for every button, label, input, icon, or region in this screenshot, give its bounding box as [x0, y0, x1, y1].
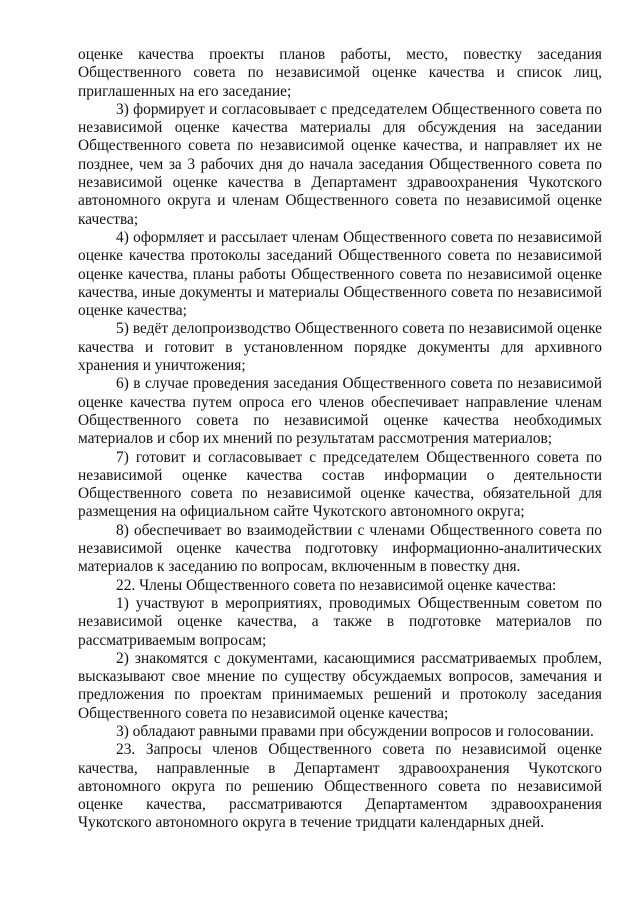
paragraph: 2) знакомятся с документами, касающимися рассматриваемых проблем, высказывают свое мнение по существу обсуждаемых вопросов, замечания и предложения по проектам принимаемых решений и протоколу заседания Общественного совета по независимой оценке качества;: [78, 649, 602, 722]
paragraph: оценке качества проекты планов работы, место, повестку заседания Общественного совета по независимой оценке качества и список лиц, приглашенных на его заседание;: [78, 46, 602, 100]
paragraph: 6) в случае проведения заседания Общественного совета по независимой оценке качества путем опроса его членов обеспечивает направление членам Общественного совета по независимой оценке качества необходимых материалов и сбор их мнений по результатам рассмотрения материалов;: [78, 375, 602, 448]
paragraph: 4) оформляет и рассылает членам Общественного совета по независимой оценке качества протоколы заседаний Общественного совета по независимой оценке качества, планы работы Общественного совета по независимой оценке качества, иные документы и материалы Общественного совета по независимой оценке качества;: [78, 228, 602, 320]
paragraph: 7) готовит и согласовывает с председателем Общественного совета по независимой оценке качества состав информации о деятельности Общественного совета по независимой оценке качества, обязательной для размещения на официальном сайте Чукотского автономного округа;: [78, 448, 602, 521]
paragraph: 3) формирует и согласовывает с председателем Общественного совета по независимой оценке качества материалы для обсуждения на заседании Общественного совета по независимой оценке качества, и направляет их не позднее, чем за 3 рабочих дня до начала заседания Общественного совета по независимой оценке качества в Департамент здравоохранения Чукотского автономного округа и членам Общественного совета по независимой оценке качества;: [78, 100, 602, 228]
paragraph: 1) участвуют в мероприятиях, проводимых Общественным советом по независимой оценке качества, а также в подготовке материалов по рассматриваемым вопросам;: [78, 594, 602, 649]
paragraph: 8) обеспечивает во взаимодействии с членами Общественного совета по независимой оценке качества подготовку информационно-аналитических материалов к заседанию по вопросам, включенным в повестку дня.: [78, 521, 602, 576]
section-heading-22: 22. Члены Общественного совета по независимой оценке качества:: [116, 576, 557, 594]
section-paragraph-23: 23. Запросы членов Общественного совета по независимой оценке качества, направленные в Департамент здравоохранения Чукотского автономного округа по решению Общественного совета по независимой оценке качества, рассматриваются Департаментом здравоохранения Чукотского автономного округа в течение тридцати календарных дней.: [78, 741, 602, 832]
paragraph: 3) обладают равными правами при обсуждении вопросов и голосовании.: [116, 722, 594, 740]
paragraph: 5) ведёт делопроизводство Общественного совета по независимой оценке качества и готовит в установленном порядке документы для архивного хранения и уничтожения;: [78, 320, 602, 375]
